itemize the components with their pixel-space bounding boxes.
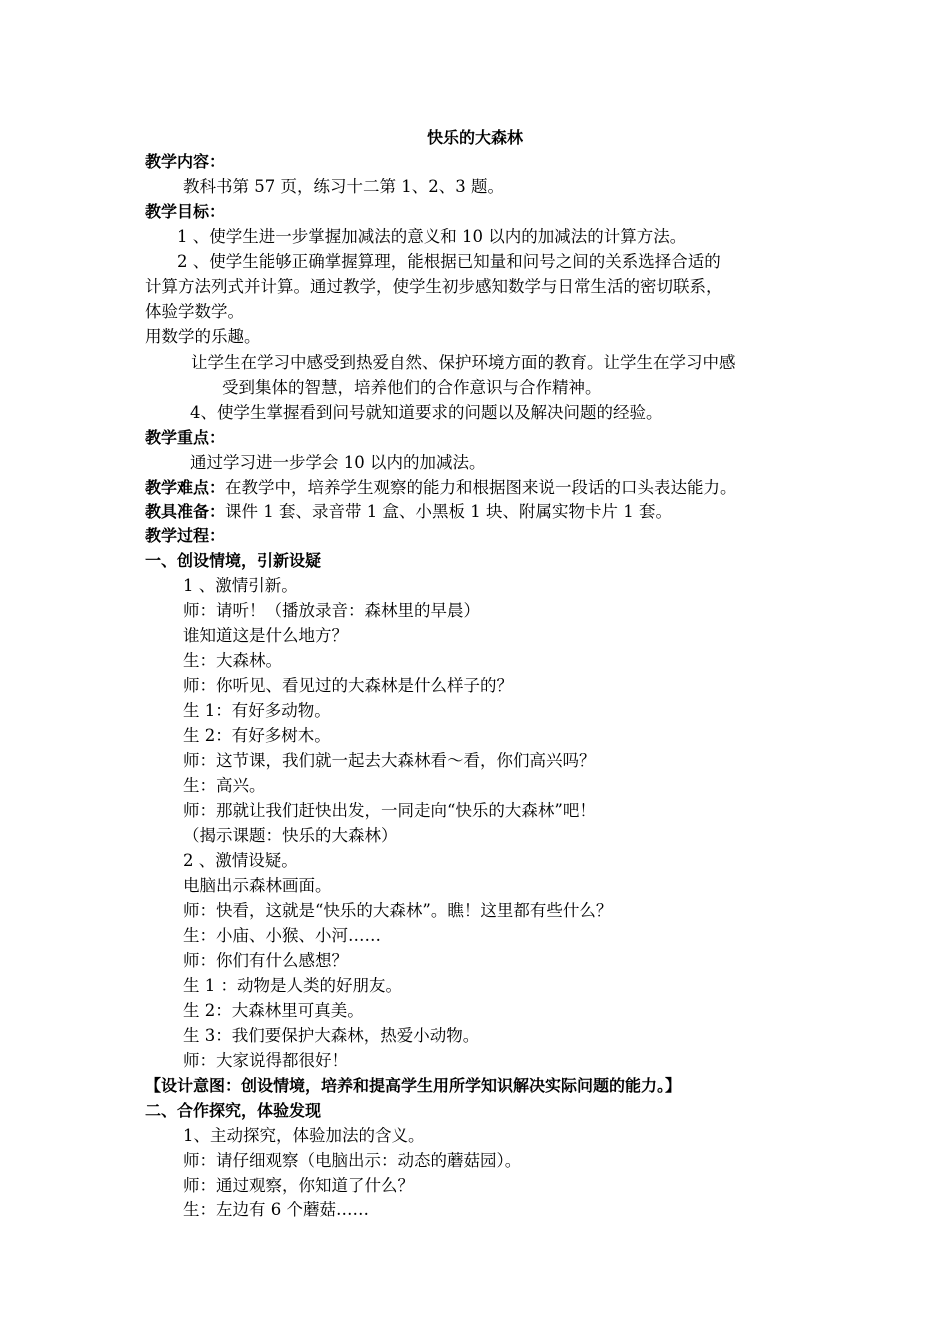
section-1-heading: 一、创设情境，引新设疑 xyxy=(145,551,322,570)
s1-line: 谁知道这是什么地方？ xyxy=(183,626,348,645)
s1-line: 师：快看，这就是“快乐的大森林”。瞧！这里都有些什么？ xyxy=(183,901,613,920)
s1-line: 师：你听见、看见过的大森林是什么样子的？ xyxy=(183,676,513,695)
s2-line: 师：请仔细观察（电脑出示：动态的蘑菇园）。 xyxy=(183,1151,522,1170)
s1-line: 生：高兴。 xyxy=(183,776,266,795)
content-text: 教科书第 57 页，练习十二第 1、2、3 题。 xyxy=(183,177,504,196)
s2-line: 师：通过观察，你知道了什么？ xyxy=(183,1176,414,1195)
document-title: 快乐的大森林 xyxy=(426,128,523,147)
tools-line xyxy=(145,500,672,524)
s2-line: 生：左边有 6 个蘑菇…… xyxy=(183,1200,369,1219)
goal-3-line-b: 受到集体的智慧，培养他们的合作意识与合作精神。 xyxy=(222,378,602,397)
goal-2-line-d: 用数学的乐趣。 xyxy=(145,327,261,346)
s1-line: 师：你们有什么感想？ xyxy=(183,951,348,970)
goal-2-line-a: 2 、使学生能够正确掌握算理，能根据已知量和问号之间的关系选择合适的 xyxy=(177,252,721,271)
key-text: 通过学习进一步学会 10 以内的加减法。 xyxy=(190,453,486,472)
s1-line: （揭示课题：快乐的大森林） xyxy=(183,826,398,845)
difficulty-heading: 教学难点： xyxy=(145,478,226,497)
difficulty-text: 在教学中，培养学生观察的能力和根据图来说一段话的口头表达能力。 xyxy=(225,478,737,497)
s1-line: 师：这节课，我们就一起去大森林看～看，你们高兴吗？ xyxy=(183,751,596,770)
s1-line: 电脑出示森林画面。 xyxy=(183,876,332,895)
s1-line: 生 2：大森林里可真美。 xyxy=(183,1001,364,1020)
s1-line: 师：大家说得都很好！ xyxy=(183,1051,348,1070)
goal-3-line-a: 让学生在学习中感受到热爱自然、保护环境方面的教育。让学生在学习中感 xyxy=(191,353,736,372)
goal-2-line-b: 计算方法列式并计算。通过教学，使学生初步感知数学与日常生活的密切联系， xyxy=(145,277,723,296)
tools-text: 课件 1 套、录音带 1 盒、小黑板 1 块、附属实物卡片 1 套。 xyxy=(225,502,672,521)
s1-line: 生 2：有好多树木。 xyxy=(183,726,331,745)
s1-line: 生 1：有好多动物。 xyxy=(183,701,331,720)
s1-line: 2 、激情设疑。 xyxy=(183,851,298,870)
key-heading: 教学重点： xyxy=(145,428,226,447)
s1-line: 生 1 ：动物是人类的好朋友。 xyxy=(183,976,402,995)
section-2-heading: 二、合作探究，体验发现 xyxy=(145,1101,322,1120)
s1-line: 生：大森林。 xyxy=(183,651,282,670)
goal-2-line-c: 体验学数学。 xyxy=(145,302,244,321)
process-heading: 教学过程： xyxy=(145,526,226,545)
difficulty-line xyxy=(145,476,737,500)
s1-line: 生 3：我们要保护大森林，热爱小动物。 xyxy=(183,1026,480,1045)
goal-1: 1 、使学生进一步掌握加减法的意义和 10 以内的加减法的计算方法。 xyxy=(177,227,687,246)
s1-line: 生：小庙、小猴、小河…… xyxy=(183,926,381,945)
goal-4: 4、使学生掌握看到问号就知道要求的问题以及解决问题的经验。 xyxy=(190,403,663,422)
s1-line: 师：那就让我们赶快出发，一同走向“快乐的大森林”吧！ xyxy=(183,801,596,820)
content-heading: 教学内容： xyxy=(145,152,226,171)
s2-line: 1、主动探究，体验加法的含义。 xyxy=(183,1126,425,1145)
goals-heading: 教学目标： xyxy=(145,202,226,221)
s1-line: 1 、激情引新。 xyxy=(183,576,298,595)
design-intent: 【设计意图：创设情境，培养和提高学生用所学知识解决实际问题的能力。】 xyxy=(145,1076,682,1095)
tools-heading: 教具准备： xyxy=(145,502,226,521)
s1-line: 师：请听！（播放录音：森林里的早晨） xyxy=(183,601,480,620)
